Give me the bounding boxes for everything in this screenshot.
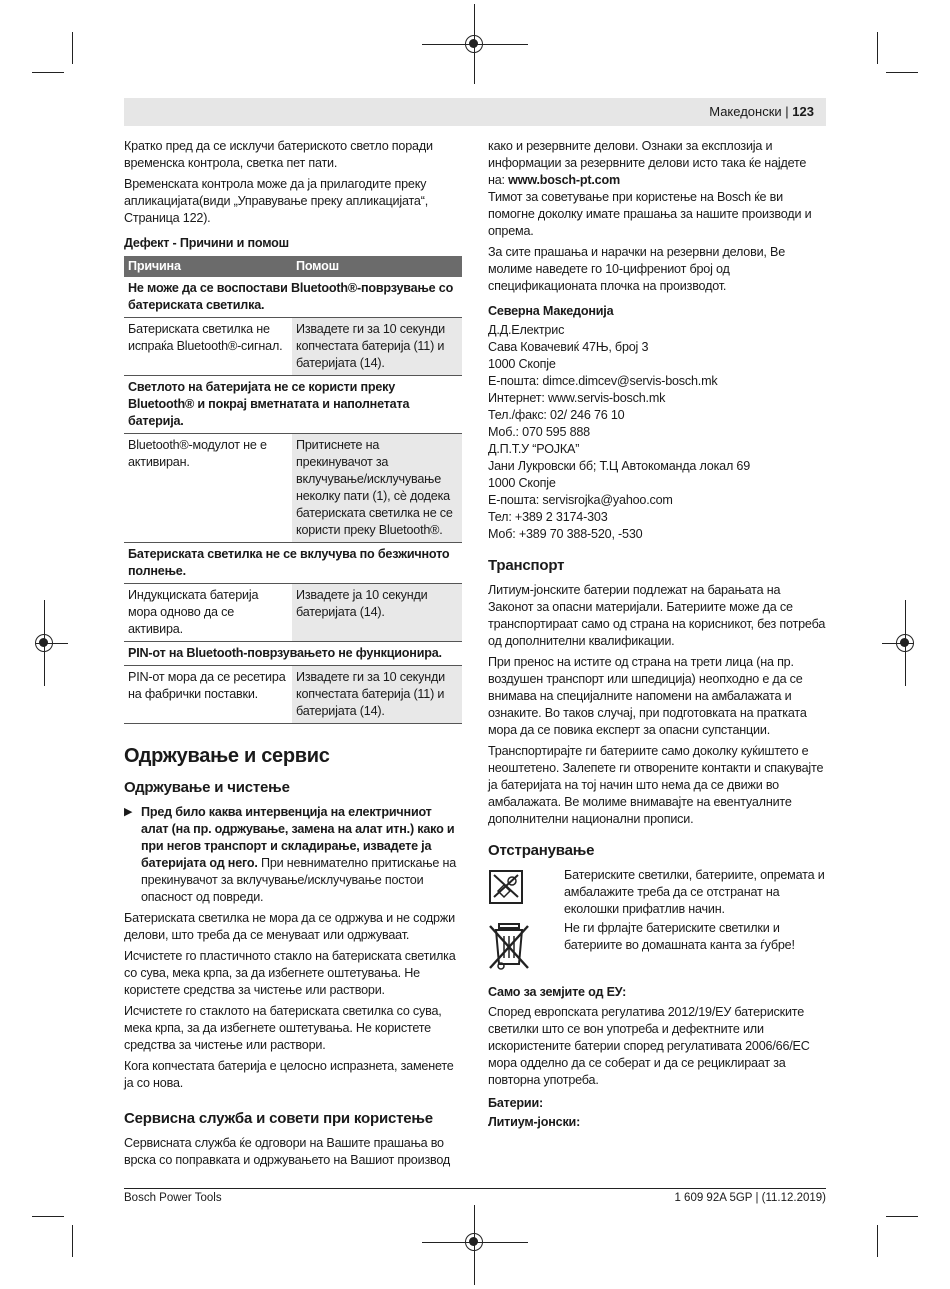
table-cell-help: Извадете ја 10 секунди батеријата (14). [292, 584, 462, 642]
eu-title: Само за земјите од ЕУ: [488, 985, 627, 999]
table-cell-help: Извадете ги за 10 секунди копчестата батерија (11) и батеријата (14). [292, 666, 462, 724]
country-title: Северна Македонија [488, 304, 614, 318]
transport-paragraph-2: При пренос на истите од страна на трети лица (на пр. воздушен транспорт или шпедиција) неопходно е да се внимава на специјалните напомени на амбалажата и ознаките. Во таков случај, при подготовката на пратката мора да се повика експерт за опасни супстанции. [488, 655, 807, 737]
address-line: Тел: +389 2 3174-303 [488, 510, 608, 524]
crop-mark [32, 1216, 64, 1217]
lithium-label: Литиум-јонски: [488, 1115, 581, 1129]
table-cell-cause: Bluetooth®-модулот не е активиран. [124, 434, 292, 543]
table-cell-cause: PIN-от мора да се ресетира на фабрички поставки. [124, 666, 292, 724]
transport-paragraph-3: Транспортирајте ги батериите само доколку куќиштето е неоштетено. Залепете ги отворените контакти и спакувајте ја батеријата на тој начин што нема да се движи во амбалажата. Ве молиме внимавајте на евентуалните дополнителни национални прописи. [488, 744, 824, 826]
subsection-title-transport: Транспорт [488, 557, 565, 574]
table-header-cause: Причина [124, 256, 292, 277]
recycle-box-icon [488, 867, 564, 911]
footer-divider [124, 1188, 826, 1189]
table-section-heading: Не може да се воспостави Bluetooth®-поврзување со батериската светилка. [124, 277, 462, 318]
disposal-text-2: Не ги фрлајте батериските светилки и батериите во домашната канта за ѓубре! [564, 921, 795, 952]
service-paragraph: Сервисната служба ќе одговори на Вашите прашања во врска со поправката и одржувањето на Вашиот производ [124, 1136, 451, 1167]
table-section-row [124, 642, 462, 666]
intro-paragraph-2: Временската контрола може да ја прилагодите преку апликацијата(види „Управување преку апликацијата“, Страница 122). [124, 177, 429, 225]
header-separator: | [785, 104, 789, 119]
table-section-heading: Батериската светилка не се вклучува по безжичното полнење. [124, 543, 462, 584]
safety-bullet [124, 804, 462, 906]
address-line: 1000 Скопје [488, 476, 556, 490]
website-link[interactable]: www.bosch-pt.com [508, 173, 620, 187]
table-cell-cause: Индукциската батерија мора одново да се активира. [124, 584, 292, 642]
address-line: Моб: +389 70 388-520, -530 [488, 527, 643, 541]
crop-mark [877, 1225, 878, 1257]
table-cell-help: Притиснете на прекинувачот за вклучување/исклучување неколку пати (1), сè додека батериската светилка не се користи преку Bluetooth®. [292, 434, 462, 543]
batteries-label: Батерии: [488, 1096, 543, 1110]
page-header-text [709, 104, 814, 119]
disposal-row [488, 920, 826, 976]
table-section-row [124, 376, 462, 434]
address-line: Д.Д.Електрис [488, 323, 565, 337]
crop-mark [72, 1225, 73, 1257]
address-line: E-пошта: dimce.dimcev@servis-bosch.mk [488, 374, 718, 388]
cleaning-paragraph-3: Исчистете го стаклото на батериската светилка со сува, мека крпа, за да избегнете оштетувања. Не користете средства за чистење или раствори. [124, 1004, 442, 1052]
header-language: Македонски [709, 104, 782, 119]
table-section-heading: PIN-от на Bluetooth-поврзувањето не функционира. [124, 642, 462, 666]
address-line: Тел./факс: 02/ 246 76 10 [488, 408, 625, 422]
table-row [124, 318, 462, 376]
safety-bullet-text: При невнимателно притискање на прекинувачот за вклучување/исклучување постои опасност од повреди. [141, 856, 457, 904]
eu-paragraph: Според европската регулатива 2012/19/ЕУ батериските светилки што се вон употреба и дефектните или искористените батерии според регулативата 2006/66/ЕС мора одделно да се соберат и да се рециклираат за повторна употреба. [488, 1005, 810, 1087]
cleaning-paragraph-4: Кога копчестата батерија е целосно испразнета, заменете ја со нова. [124, 1059, 454, 1090]
subsection-title-service: Сервисна служба и совети при користење [124, 1110, 433, 1127]
registration-mark-icon [465, 1233, 483, 1251]
section-title-maintenance: Одржување и сервис [124, 745, 330, 767]
cleaning-paragraph-2: Исчистете го пластичното стакло на батериската светилка со сува, мека крпа, за да избегнете оштетувања. Не користете средства за чистење или раствори. [124, 949, 456, 997]
table-row [124, 584, 462, 642]
table-cell-cause: Батериската светилка не испраќа Bluetooth®-сигнал. [124, 318, 292, 376]
footer-docnumber: 1 609 92A 5GP | (11.12.2019) [674, 1192, 826, 1204]
table-row [124, 434, 462, 543]
crop-mark [72, 32, 73, 64]
table-section-row [124, 277, 462, 318]
table-header-row [124, 256, 462, 277]
right-column [488, 138, 826, 1131]
registration-mark-icon [465, 35, 483, 53]
transport-paragraph-1: Литиум-јонските батерии подлежат на барањата на Законот за опасни материјали. Батериите може да се транспортираат само од страна на корисникот, без потреба од дополнителни квалификации. [488, 583, 826, 648]
crop-mark [886, 72, 918, 73]
intro-paragraph-1: Кратко пред да се исклучи батериското светло поради временска контрола, светка пет пати. [124, 139, 433, 170]
table-header-help: Помош [292, 256, 462, 277]
registration-mark-icon [35, 634, 53, 652]
table-row [124, 666, 462, 724]
safety-bullet-bold: Пред било каква интервенција на електричниот алат (на пр. одржување, замена на алат итн.) како и при негов транспорт и складирање, извадете ја батеријата од него. [141, 805, 455, 870]
footer-brand: Bosch Power Tools [124, 1192, 222, 1204]
address-line: Сава Ковачевиќ 47Њ, број 3 [488, 340, 649, 354]
defect-table-title: Дефект - Причини и помош [124, 236, 289, 250]
address-line: Јани Лукровски бб; Т.Ц Автокоманда локал 69 [488, 459, 751, 473]
service-address [488, 322, 826, 543]
address-line: 1000 Скопје [488, 357, 556, 371]
address-line: Д.П.Т.У “РОЈКА” [488, 442, 580, 456]
order-paragraph: За сите прашања и нарачки на резервни делови, Ве молиме наведете го 10-цифрениот број од спецификационата плочка на производот. [488, 245, 786, 293]
table-section-heading: Светлото на батеријата не се користи преку Bluetooth® и покрај вметнатата и наполнетата батерија. [124, 376, 462, 434]
address-line: Интернет: www.servis-bosch.mk [488, 391, 666, 405]
left-column [124, 138, 462, 1173]
crop-mark [886, 1216, 918, 1217]
subsection-title-cleaning: Одржување и чистење [124, 779, 290, 796]
parts-paragraph [488, 138, 826, 189]
registration-mark-icon [896, 634, 914, 652]
disposal-text-1: Батериските светилки, батериите, опремата и амбалажите треба да се отстранат на еколошки прифатлив начин. [564, 868, 825, 916]
page-number: 123 [792, 104, 814, 119]
cleaning-paragraph-1: Батериската светилка не мора да се одржува и не содржи делови, што треба да се менуваат или одржуваат. [124, 911, 455, 942]
crop-mark [32, 72, 64, 73]
subsection-title-disposal: Отстранување [488, 842, 595, 859]
crossed-bin-icon [488, 920, 564, 976]
table-cell-help: Извадете ги за 10 секунди копчестата батерија (11) и батеријата (14). [292, 318, 462, 376]
bullet-arrow-icon: ▶ [124, 806, 133, 818]
crop-mark [877, 32, 878, 64]
parts-text: како и резервните делови. Ознаки за експлозија и информации за резервните делови исто така ќе најдете на: [488, 139, 807, 187]
page-header [124, 98, 826, 126]
defect-table [124, 256, 462, 724]
address-line: E-пошта: servisrojka@yahoo.com [488, 493, 673, 507]
disposal-row [488, 867, 826, 918]
team-paragraph: Тимот за советување при користење на Bosch ќе ви помогне доколку имате прашања за нашите производи и опрема. [488, 190, 812, 238]
address-line: Моб.: 070 595 888 [488, 425, 590, 439]
table-section-row [124, 543, 462, 584]
